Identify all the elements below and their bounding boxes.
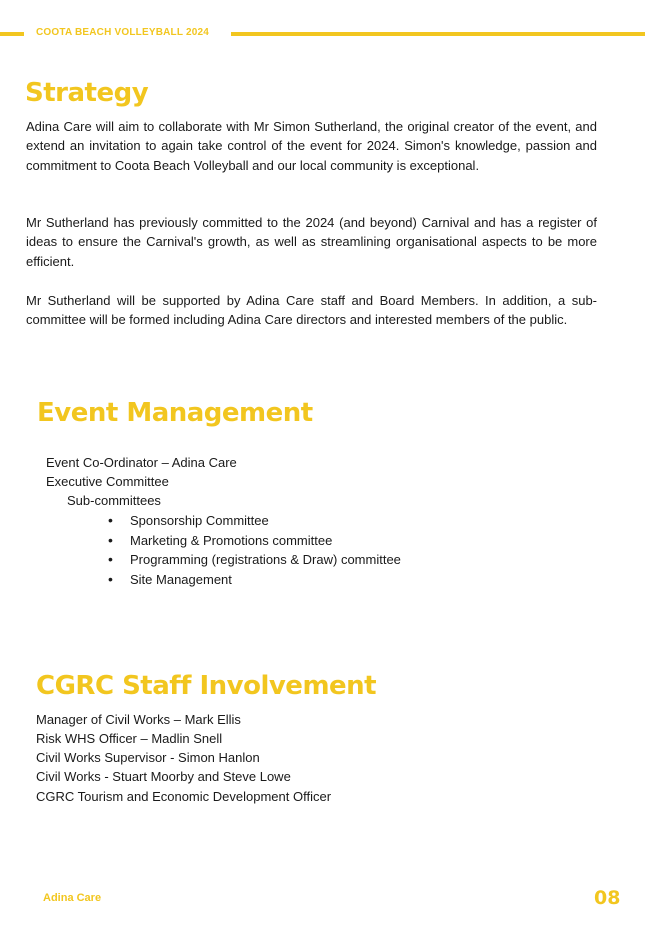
list-item: • Programming (registrations & Draw) committee bbox=[108, 550, 401, 570]
strategy-paragraph-1: Adina Care will aim to collaborate with Mr Simon Sutherland, the original creator of the event, and extend an invitation to again take control of the event for 2024. Simon's knowledge, passion and commitment to Coota Beach Volleyball and our local community is exceptional. bbox=[26, 119, 597, 173]
staff-heading: CGRC Staff Involvement bbox=[36, 671, 377, 701]
strategy-paragraph-2: Mr Sutherland has previously committed to the 2024 (and beyond) Carnival and has a register of ideas to ensure the Carnival's growth, as well as streamlining organisational aspects to be more efficient. bbox=[26, 215, 597, 269]
list-item: • Sponsorship Committee bbox=[108, 511, 401, 531]
strategy-paragraph-3: Mr Sutherland will be supported by Adina Care staff and Board Members. In addition, a sub-committee will be formed including Adina Care directors and interested members of the public. bbox=[26, 293, 597, 328]
staff-line: CGRC Tourism and Economic Development Officer bbox=[36, 789, 332, 804]
event-management-heading: Event Management bbox=[37, 398, 313, 428]
list-item: • Marketing & Promotions committee bbox=[108, 531, 401, 551]
page-number: 08 bbox=[594, 887, 621, 909]
staff-line: Risk WHS Officer – Madlin Snell bbox=[36, 731, 223, 746]
staff-line: Manager of Civil Works – Mark Ellis bbox=[36, 712, 241, 727]
executive-committee-line: Executive Committee bbox=[46, 474, 169, 489]
list-item: • Site Management bbox=[108, 570, 401, 590]
strategy-heading: Strategy bbox=[25, 78, 149, 108]
header-rule-right bbox=[231, 32, 645, 36]
event-coordinator-line: Event Co-Ordinator – Adina Care bbox=[46, 455, 237, 470]
header-title: COOTA BEACH VOLLEYBALL 2024 bbox=[36, 27, 210, 38]
header-rule-left bbox=[0, 32, 24, 36]
sub-committees-label: Sub-committees bbox=[67, 493, 161, 508]
footer-org: Adina Care bbox=[43, 892, 102, 904]
sub-committees-list bbox=[108, 511, 401, 589]
staff-line: Civil Works Supervisor - Simon Hanlon bbox=[36, 750, 260, 765]
staff-line: Civil Works - Stuart Moorby and Steve Lowe bbox=[36, 769, 291, 784]
